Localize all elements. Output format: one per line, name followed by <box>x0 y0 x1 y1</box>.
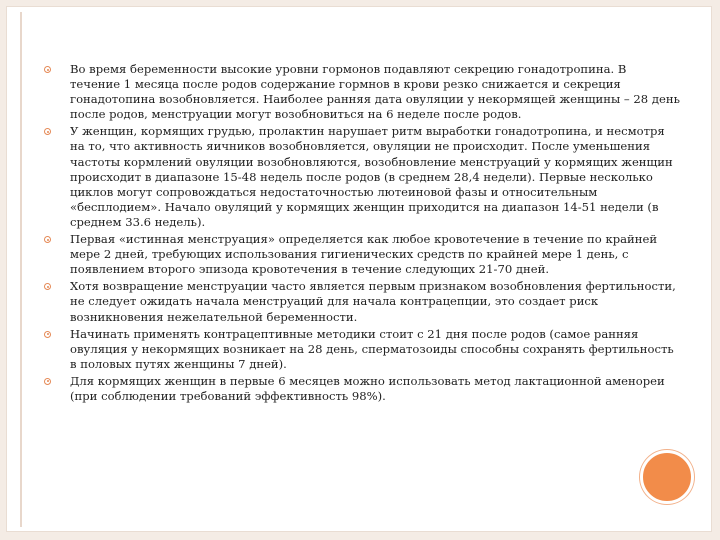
bullet-circle-icon <box>44 66 51 73</box>
bullet-text: Начинать применять контрацептивные методики стоит с 21 дня после родов (самое ранняя овуляция у некормящих возникает на 28 день, сперматозоиды способны сохранять фертильность в половых путях женщины 7 дней). <box>70 326 674 371</box>
bullet-circle-icon <box>44 236 51 243</box>
list-item <box>44 374 680 404</box>
bullet-circle-icon <box>44 283 51 290</box>
bullet-circle-icon <box>44 128 51 135</box>
bullet-text: Первая «истинная менструация» определяется как любое кровотечение в течение по крайней мере 2 дней, требующих использования гигиенических средств по крайней мере 1 день, с появлением второго эпизода кровотечения в течение следующих 21-70 дней. <box>70 232 658 277</box>
bullet-text: У женщин, кормящих грудью, пролактин нарушает ритм выработки гонадотропина, и несмотря на то, что активность яичников возобновляется, овуляции не происходит. После уменьшения частоты кормлений овуляции возобновляются, возобновление менструаций у кормящих женщин происходит в диапазоне 15-48 недель после родов (в среднем 28,4 недели). Первые несколько циклов могут сопровождаться недостаточностью лютеиновой фазы и относительным «бесплодием». Начало овуляций у кормящих женщин приходится на диапазон 14-51 недели (в среднем 33.6 недель). <box>70 124 673 229</box>
left-decorative-rule <box>20 12 22 527</box>
bullet-circle-icon <box>44 331 51 338</box>
bullet-text: Хотя возвращение менструации часто является первым признаком возобновления фертильности, не следует ожидать начала менструаций для начала контрацепции, это создает риск возникновения нежелательной беременности. <box>70 279 676 324</box>
list-item <box>44 279 680 324</box>
list-item <box>44 62 680 122</box>
bullet-list <box>44 62 680 406</box>
decorative-orange-circle <box>640 450 694 504</box>
list-item <box>44 327 680 372</box>
list-item <box>44 124 680 230</box>
bullet-circle-icon <box>44 378 51 385</box>
bullet-text: Во время беременности высокие уровни гормонов подавляют секрецию гонадотропина. В течение 1 месяца после родов содержание гормнов в крови резко снижается и секреция гонадотопина возобновляется. Наиболее ранняя дата овуляции у некормящей женщины – 28 день после родов, менструации могут возобновиться на 6 неделе после родов. <box>70 62 680 122</box>
list-item <box>44 232 680 277</box>
bullet-text: Для кормящих женщин в первые 6 месяцев можно использовать метод лактационной аменореи (при соблюдении требований эффективность 98%). <box>70 373 665 403</box>
